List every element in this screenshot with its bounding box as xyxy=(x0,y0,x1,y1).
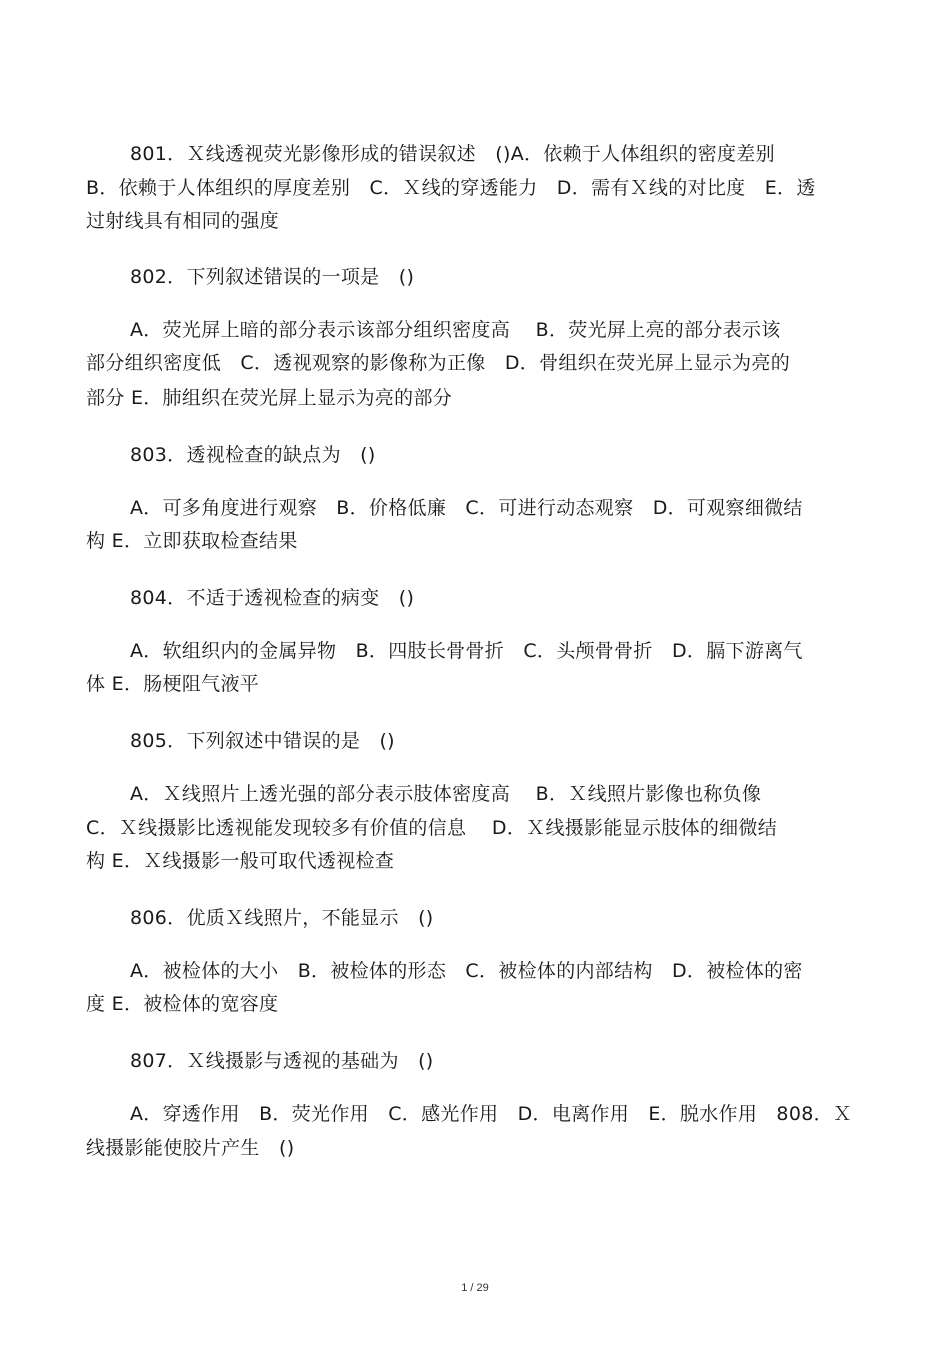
q805-options-3: 构 E．Ｘ线摄影一般可取代透视检查 xyxy=(86,850,395,872)
q803-title: 803．透视检查的缺点为 () xyxy=(130,444,376,466)
q807-options-1: A．穿透作用 B．荧光作用 C．感光作用 D．电离作用 E．脱水作用 808．Ｘ xyxy=(130,1103,853,1125)
q804-options-1: A．软组织内的金属异物 B．四肢长骨骨折 C．头颅骨骨折 D．膈下游离气 xyxy=(130,640,803,662)
q806-title: 806．优质Ｘ线照片，不能显示 () xyxy=(130,907,434,929)
q802-options-3: 部分 E．肺组织在荧光屏上显示为亮的部分 xyxy=(86,387,453,409)
q801-line-1: 801．Ｘ线透视荧光影像形成的错误叙述 ()A．依赖于人体组织的密度差别 xyxy=(130,143,775,165)
q806-options-2: 度 E．被检体的宽容度 xyxy=(86,993,279,1015)
q804-title: 804．不适于透视检查的病变 () xyxy=(130,587,415,609)
q801-line-3: 过射线具有相同的强度 xyxy=(86,210,280,232)
q805-options-2: C．Ｘ线摄影比透视能发现较多有价值的信息 D．Ｘ线摄影能显示肢体的细微结 xyxy=(86,817,778,839)
q806-options-1: A．被检体的大小 B．被检体的形态 C．被检体的内部结构 D．被检体的密 xyxy=(130,960,803,982)
q803-options-2: 构 E．立即获取检查结果 xyxy=(86,530,298,552)
q803-options-1: A．可多角度进行观察 B．价格低廉 C．可进行动态观察 D．可观察细微结 xyxy=(130,497,803,519)
q801-line-2: B．依赖于人体组织的厚度差别 C．Ｘ线的穿透能力 D．需有Ｘ线的对比度 E．透 xyxy=(86,177,816,199)
page-number: 1 / 29 xyxy=(461,1282,489,1294)
q802-options-2: 部分组织密度低 C．透视观察的影像称为正像 D．骨组织在荧光屏上显示为亮的 xyxy=(86,352,790,374)
q804-options-2: 体 E．肠梗阻气液平 xyxy=(86,673,260,695)
q808-title: 线摄影能使胶片产生 () xyxy=(86,1137,295,1159)
q802-options-1: A．荧光屏上暗的部分表示该部分组织密度高 B．荧光屏上亮的部分表示该 xyxy=(130,319,781,341)
q805-options-1: A．Ｘ线照片上透光强的部分表示肢体密度高 B．Ｘ线照片影像也称负像 xyxy=(130,783,762,805)
q807-title: 807．Ｘ线摄影与透视的基础为 () xyxy=(130,1050,434,1072)
q805-title: 805．下列叙述中错误的是 () xyxy=(130,730,395,752)
q802-title: 802．下列叙述错误的一项是 () xyxy=(130,266,415,288)
